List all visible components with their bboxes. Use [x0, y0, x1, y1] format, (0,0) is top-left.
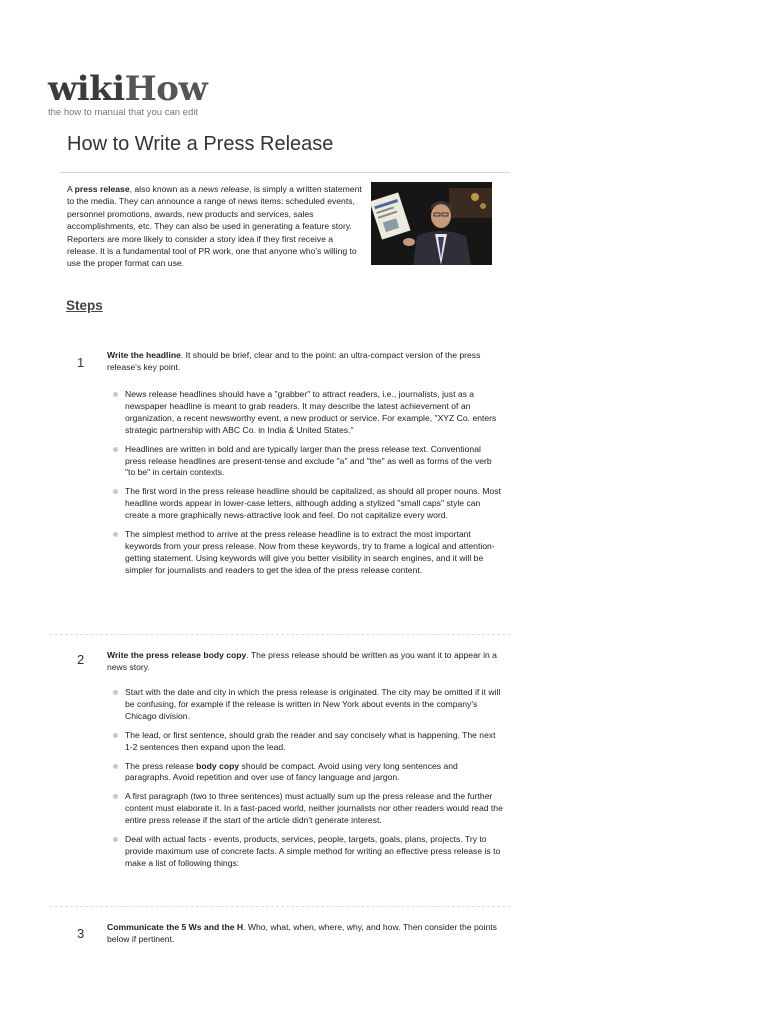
bullet-icon	[113, 489, 118, 494]
step-1-tips	[108, 389, 504, 584]
bullet-icon	[113, 690, 118, 695]
step-lead: Communicate the 5 Ws and the H	[107, 922, 244, 932]
logo-how: How	[124, 69, 208, 109]
tip-item	[108, 389, 504, 437]
bullet-icon	[113, 447, 118, 452]
bullet-icon	[113, 837, 118, 842]
step-text	[107, 649, 507, 674]
bullet-icon	[113, 764, 118, 769]
tip-text: Deal with actual facts - events, products, services, people, targets, goals, plans, projects. Try to provide maximum use of concrete facts. A simple method for writing an effective press release is to make a list of following things:	[125, 834, 501, 868]
tip-text: should be compact. Avoid using very long sentences and paragraphs. Avoid repetition and over use of fancy language and jargon.	[125, 760, 458, 783]
step-divider	[50, 634, 510, 635]
step-body: . It should be brief, clear and to the point: an ultra-compact version of the press release's key point.	[107, 350, 481, 373]
bullet-icon	[113, 794, 118, 799]
tip-item	[108, 834, 504, 870]
bullet-icon	[113, 392, 118, 397]
intro-photo	[371, 182, 492, 265]
tip-text: The press release	[125, 760, 197, 771]
tip-item	[108, 486, 504, 522]
tip-text: The simplest method to arrive at the press release headline is to extract the most important keywords from your press release. Now from these keywords, try to frame a logical and attention-getting statement. Using keywords will give you better visibility in search engines, and it will be simpler for journalists and readers to get the idea of the press release content.	[125, 529, 495, 575]
tip-text: News release headlines should have a "grabber" to attract readers, i.e., journalists, just as a newspaper headline is meant to grab readers. It may describe the latest achievement of an organization, a recent newsworthy event, a new product or service. For example, "XYZ Co. enters strategic partnership with ABC Co. in India & United States."	[125, 389, 497, 435]
tip-item	[108, 730, 504, 754]
intro-text-3: , is simply a written statement to the media. They can announce a range of news items: scheduled events, personnel promotions, awards, new products and services, sales accomplishments, etc. They can also be used in generating a feature story. Reporters are more likely to consider a story idea if they first receive a release. It is a fundamental tool of PR work, one that anyone who's willing to use the proper format can use.	[67, 184, 362, 269]
step-number: 1	[77, 355, 85, 370]
site-tagline: the how to manual that you can edit	[48, 107, 198, 118]
logo-wiki: wiki	[48, 69, 125, 109]
step-number: 3	[77, 926, 85, 941]
bullet-icon	[113, 733, 118, 738]
intro-term: press release	[74, 184, 130, 194]
step-text	[107, 349, 507, 374]
site-header	[48, 69, 208, 118]
title-divider	[60, 172, 510, 173]
step-number: 2	[77, 652, 85, 667]
step-divider	[50, 906, 510, 907]
wikihow-logo[interactable]	[48, 69, 208, 109]
tip-item	[108, 761, 504, 785]
tip-item	[108, 687, 504, 723]
intro-alt-term: news release	[198, 184, 250, 194]
page-title: How to Write a Press Release	[67, 133, 334, 155]
tip-text: The first word in the press release headline should be capitalized, as should all proper nouns. Most headline words appear in lower-case letters, although adding a stylized "small caps" style can create a more graphically news-attractive look and feel. Do not capitalize every word.	[125, 486, 501, 521]
tip-text: A first paragraph (two to three sentences) must actually sum up the press release and the further content must elaborate it. In a fast-paced world, neither journalists nor other readers would read the entire press release if the start of the article didn't generate interest.	[125, 791, 503, 826]
tip-item	[108, 444, 504, 480]
man-holding-book-illustration	[371, 182, 492, 265]
intro-text-2: , also known as a	[129, 184, 199, 194]
step-lead: Write the press release body copy	[107, 650, 247, 660]
tip-item	[108, 791, 504, 827]
bullet-icon	[113, 532, 118, 537]
tip-text: The lead, or first sentence, should grab the reader and say concisely what is happening. The next 1-2 sentences then expand upon the lead.	[125, 729, 496, 752]
intro-paragraph	[67, 183, 362, 270]
intro-text-1: A	[67, 184, 75, 194]
step-text	[107, 921, 507, 946]
step-body: . The press release should be written as you want it to appear in a news story.	[107, 650, 497, 673]
tip-item	[108, 529, 504, 577]
tip-bold-term: body copy	[196, 760, 240, 771]
step-2-tips	[108, 687, 504, 877]
tip-text: Headlines are written in bold and are typically larger than the press release text. Conventional press release headlines are present-tense and exclude "a" and "the" as well as forms of the verb "to be" in certain contexts.	[125, 443, 492, 478]
tip-text: Start with the date and city in which the press release is originated. The city may be omitted if it will be confusing, for example if the release is written in New York about events in the company's Chicago division.	[125, 687, 501, 721]
step-body: . Who, what, when, where, why, and how. Then consider the points below if pertinent.	[107, 922, 497, 945]
step-lead: Write the headline	[107, 350, 181, 360]
steps-heading[interactable]: Steps	[66, 298, 103, 313]
